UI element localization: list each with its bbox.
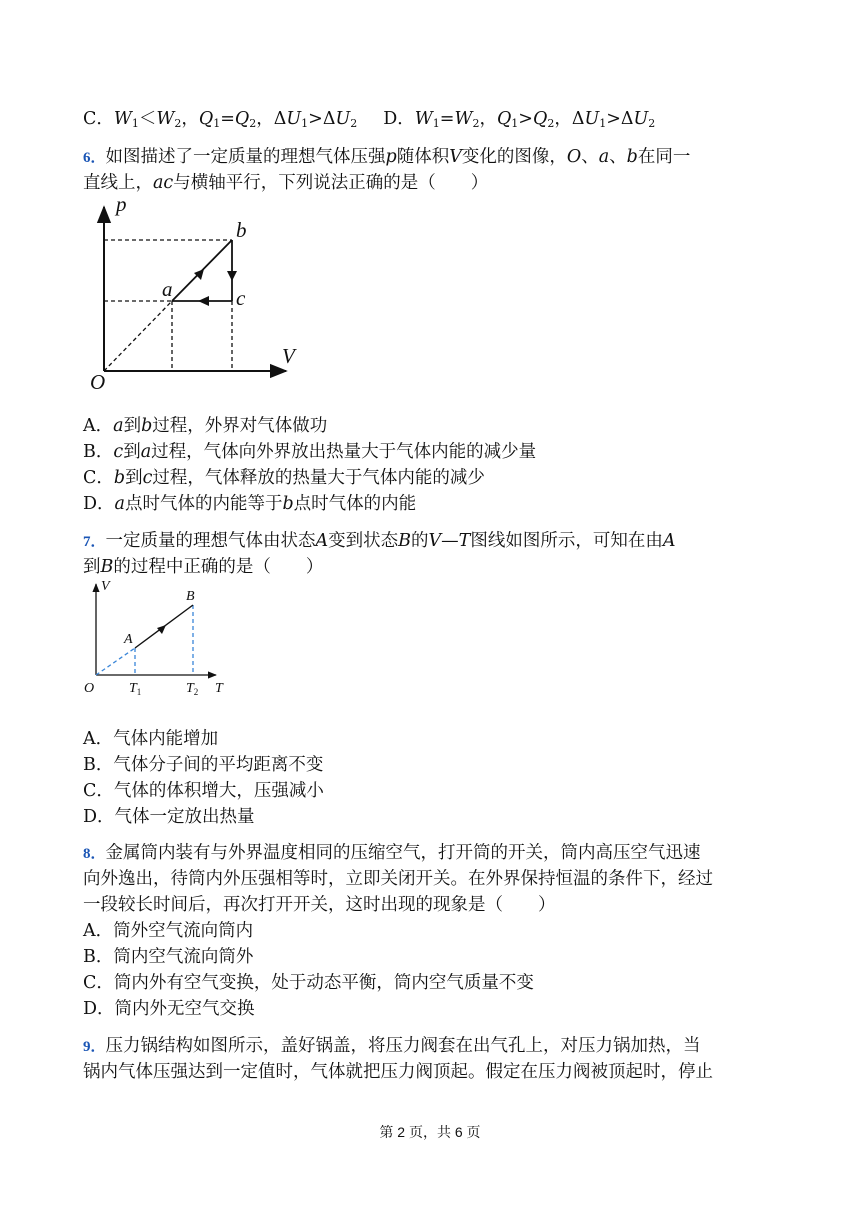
subscript: 1 [301, 117, 309, 130]
q6-arrow-ca [198, 296, 209, 306]
q8-option-b [83, 944, 253, 970]
q7-label-t1: $T_1$ [129, 681, 142, 697]
subscript: 2 [350, 117, 358, 130]
q6-option-a-label: A． [83, 416, 114, 436]
text-run: 随体积 [396, 147, 450, 167]
q7-label-v: V [101, 579, 110, 594]
math-symbol: U [335, 109, 351, 129]
subscript: 2 [547, 117, 555, 130]
text-run: = [220, 109, 235, 129]
q8-option-b-text: 筒内空气流向筒外 [113, 947, 254, 967]
q8-stem-text3: 一段较长时间后，再次打开开关，这时出现的现象是（ ） [83, 895, 556, 915]
q7-option-a-text: 气体内能增加 [113, 729, 219, 749]
q8-option-a [83, 918, 253, 944]
text-run: 到 [123, 416, 142, 436]
math-symbol: O [566, 147, 582, 167]
math-symbol: W [454, 109, 473, 129]
text-run: 、 [581, 147, 599, 167]
q9-stem-text2: 锅内气体压强达到一定值时，气体就把压力阀顶起。假定在压力阀被顶起时，停止 [83, 1062, 713, 1082]
text-run: 在同一 [637, 147, 691, 167]
subscript: 2 [174, 117, 182, 130]
subscript: 1 [213, 117, 221, 130]
q6-option-a [83, 413, 327, 439]
q7-option-b [83, 752, 323, 778]
q6-option-b [83, 439, 536, 465]
q7-stem-text2 [83, 557, 323, 577]
math-symbol: Q [234, 109, 250, 129]
q7-option-a [83, 726, 218, 752]
math-symbol: Q [496, 109, 512, 129]
q8-stem-text1: 金属筒内装有与外界温度相同的压缩空气，打开筒的开关，筒内高压空气迅速 [105, 843, 701, 863]
math-symbol: U [584, 109, 600, 129]
text-run: = [439, 109, 455, 129]
text-run: 过程，外界对气体做功 [152, 416, 328, 436]
q7-option-d-label: D． [83, 807, 115, 827]
math-symbol: c [142, 468, 153, 488]
q6-option-d-label: D． [83, 494, 115, 514]
q6-option-a-text [113, 416, 327, 436]
q7-number: 7． [83, 534, 106, 550]
subscript: 2 [472, 117, 480, 130]
q8-stem-line2 [83, 866, 713, 892]
page-footer: 第 2 页，共 6 页 [379, 1124, 481, 1140]
q8-stem-line3 [83, 892, 556, 918]
q6-option-c-text [114, 468, 485, 488]
text-run: 图线如图所示，可知在由 [470, 531, 663, 551]
q6-label-p: p [116, 193, 127, 216]
math-symbol: V [449, 147, 462, 167]
q6-option-b-label: B． [83, 442, 114, 462]
text-run: 直线上， [83, 173, 153, 193]
text-run: 点时气体的内能 [293, 494, 417, 514]
math-symbol: b [113, 468, 126, 488]
q7-option-d [83, 804, 255, 830]
math-symbol: p [385, 147, 397, 167]
q6-option-c [83, 465, 485, 491]
q9-stem-text1: 压力锅结构如图所示，盖好锅盖，将压力阀套在出气孔上，对压力锅加热，当 [105, 1036, 701, 1056]
math-symbol: a [140, 442, 152, 462]
q8-option-d [83, 996, 255, 1022]
math-symbol: b [282, 494, 294, 514]
text-run: ＜ [138, 109, 157, 129]
q8-option-b-label: B． [83, 947, 114, 967]
text-run: 到 [123, 442, 141, 462]
q7-arrow-ab [157, 625, 166, 634]
text-run: >Δ [308, 109, 336, 129]
q6-arrow-bc [227, 271, 237, 281]
text-run: 变化的图像， [461, 147, 567, 167]
q7-vt-diagram [80, 576, 240, 700]
q8-option-c-text: 筒内外有空气变换，处于动态平衡，筒内空气质量不变 [113, 973, 534, 993]
q6-option-d [83, 491, 416, 517]
math-symbol: a [113, 416, 124, 436]
subscript: 1 [432, 117, 440, 130]
text-run: 的过程中正确的是（ ） [113, 557, 324, 577]
q8-option-c [83, 970, 534, 996]
subscript: 1 [511, 117, 519, 130]
q6-stem-text2 [83, 173, 488, 193]
math-symbol: W [156, 109, 175, 129]
q6-stem-line1 [83, 144, 690, 171]
text-run: 过程，气体向外界放出热量大于气体内能的减少量 [151, 442, 537, 462]
text-run: 到 [125, 468, 143, 488]
q7-option-a-label: A． [83, 729, 114, 749]
q6-option-d-text [115, 494, 417, 514]
text-run: 到 [83, 557, 101, 577]
q8-option-a-text: 筒外空气流向筒内 [113, 921, 254, 941]
q9-stem-line2 [83, 1059, 713, 1085]
math-symbol: U [286, 109, 302, 129]
q8-option-c-label: C． [83, 973, 114, 993]
math-symbol: ac [153, 173, 174, 193]
math-symbol: U [633, 109, 649, 129]
text-run: ， [479, 109, 497, 129]
q7-option-c [83, 778, 324, 804]
q7-option-b-text: 气体分子间的平均距离不变 [113, 755, 324, 775]
text-run: ， [181, 109, 199, 129]
q6-label-v: V [282, 344, 295, 368]
math-symbol: T [458, 531, 471, 551]
text-run: 变到状态 [328, 531, 399, 551]
q7-label-t: T [215, 681, 223, 696]
q8-option-a-label: A． [83, 921, 114, 941]
q6-stem-text1 [106, 147, 691, 167]
math-symbol: Q [532, 109, 548, 129]
q6-number: 6． [83, 150, 106, 166]
text-run: 与横轴平行，下列说法正确的是（ ） [173, 173, 489, 193]
q8-option-d-text: 筒内外无空气交换 [114, 999, 255, 1019]
math-symbol: A [662, 531, 676, 551]
q6-label-o: O [90, 370, 106, 394]
q5-option-d-text [415, 109, 656, 129]
math-symbol: c [113, 442, 124, 462]
q6-option-b-text [113, 442, 536, 462]
subscript: 2 [249, 117, 257, 130]
q5-option-c-text [114, 109, 357, 129]
q5-option-d-label: D． [383, 109, 415, 129]
math-symbol: W [414, 109, 433, 129]
text-run: 点时气体的内能等于 [124, 494, 283, 514]
q8-option-d-label: D． [83, 999, 115, 1019]
q7-option-c-text: 气体的体积增大，压强减小 [113, 781, 324, 801]
math-symbol: A [315, 531, 329, 551]
text-run: — [441, 531, 459, 551]
q7-label-t2: $T_2$ [186, 681, 199, 697]
q6-option-c-label: C． [83, 468, 114, 488]
q7-label-o: O [84, 681, 95, 696]
math-symbol: W [113, 109, 132, 129]
q7-label-b: B [186, 589, 195, 604]
q7-option-d-text: 气体一定放出热量 [114, 807, 255, 827]
q6-pv-diagram [80, 193, 320, 395]
math-symbol: a [114, 494, 125, 514]
text-run: ，Δ [256, 109, 287, 129]
text-run: 、 [609, 147, 627, 167]
q6-label-c: c [236, 286, 246, 310]
math-symbol: a [598, 147, 610, 167]
text-run: > [518, 109, 533, 129]
subscript: 2 [648, 117, 656, 130]
q5-options-line [83, 106, 655, 137]
q7-stem-text1 [106, 531, 676, 551]
text-run: 过程，气体释放的热量大于气体内能的减少 [152, 468, 485, 488]
math-symbol: V [428, 531, 442, 551]
q6-label-b: b [236, 218, 247, 242]
math-symbol: b [141, 416, 153, 436]
q5-option-c-label: C． [83, 109, 114, 129]
subscript: 1 [131, 117, 139, 130]
math-symbol: B [398, 531, 412, 551]
q7-label-a: A [124, 632, 133, 647]
q8-stem-line1 [83, 840, 701, 867]
math-symbol: Q [198, 109, 214, 129]
q8-stem-text2: 向外逸出，待筒内外压强相等时，立即关闭开关。在外界保持恒温的条件下，经过 [83, 869, 713, 889]
text-run: 的 [411, 531, 429, 551]
text-run: ，Δ [554, 109, 585, 129]
q7-option-b-label: B． [83, 755, 114, 775]
q9-number: 9． [83, 1039, 106, 1055]
q7-option-c-label: C． [83, 781, 114, 801]
subscript: 1 [599, 117, 607, 130]
q6-label-a: a [162, 277, 173, 301]
q9-stem-line1 [83, 1033, 701, 1060]
text-run: 一定质量的理想气体由状态 [105, 531, 316, 551]
text-run: >Δ [606, 109, 634, 129]
q7-stem-line1 [83, 528, 676, 555]
math-symbol: b [626, 147, 638, 167]
q8-number: 8． [83, 846, 106, 862]
text-run: 如图描述了一定质量的理想气体压强 [105, 147, 386, 167]
math-symbol: B [100, 557, 114, 577]
